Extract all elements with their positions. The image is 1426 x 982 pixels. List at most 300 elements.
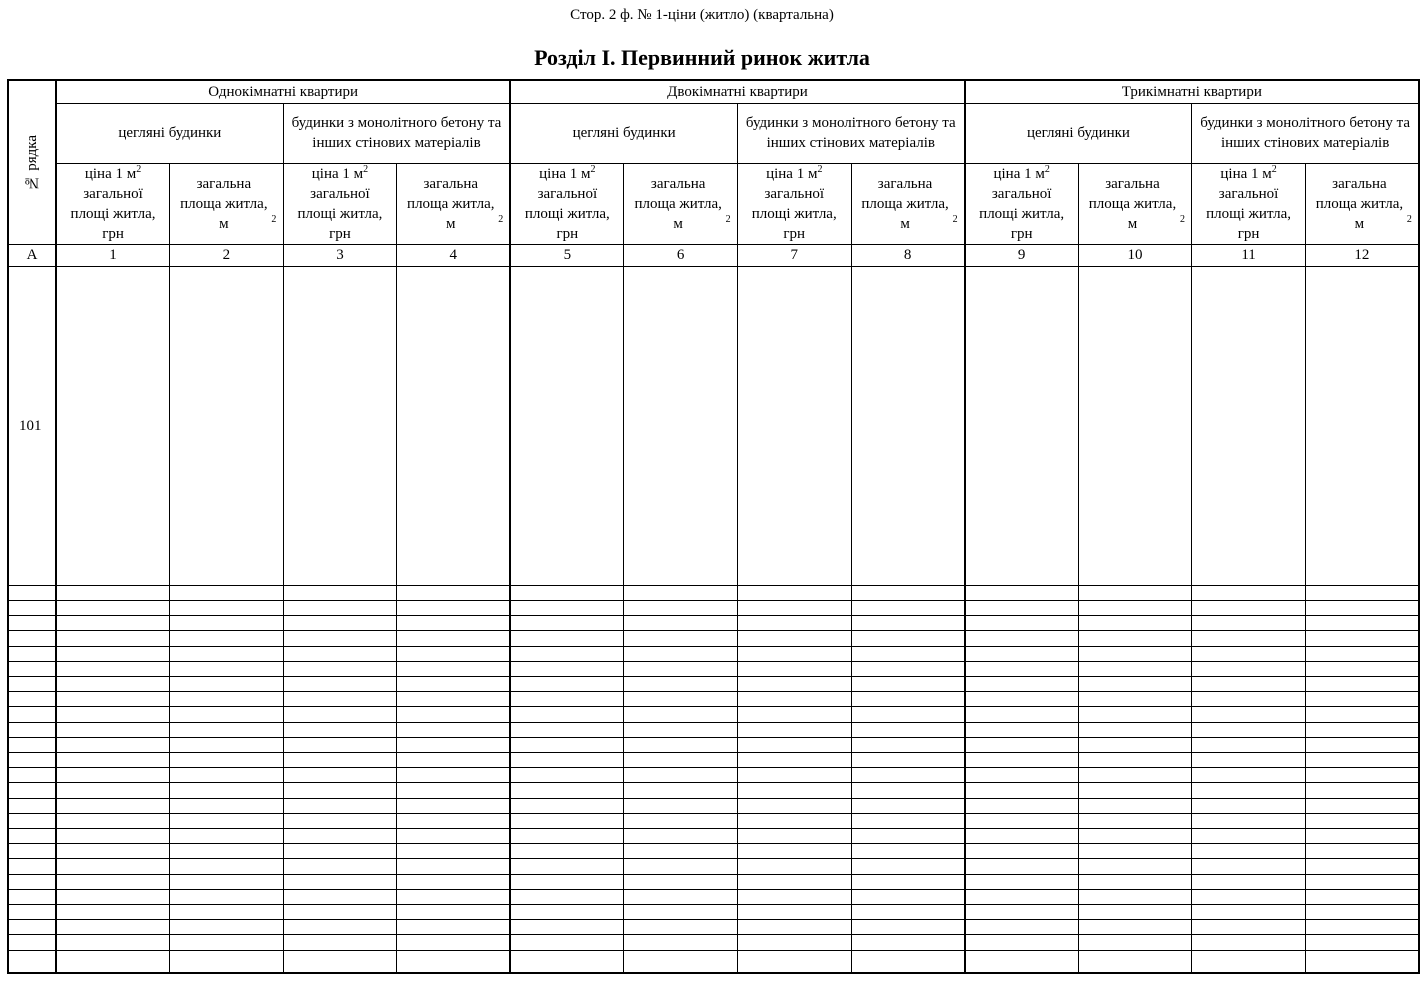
- input-cell[interactable]: [624, 950, 738, 973]
- input-cell[interactable]: [851, 783, 965, 798]
- input-cell[interactable]: [624, 798, 738, 813]
- input-cell[interactable]: [1192, 798, 1306, 813]
- input-cell[interactable]: [1192, 753, 1306, 768]
- input-cell[interactable]: [56, 722, 170, 737]
- input-cell[interactable]: [1192, 631, 1306, 646]
- input-cell[interactable]: [1305, 600, 1419, 615]
- input-cell[interactable]: [737, 661, 851, 676]
- input-cell[interactable]: [851, 737, 965, 752]
- input-cell[interactable]: [851, 266, 965, 585]
- input-cell[interactable]: [965, 859, 1079, 874]
- input-cell[interactable]: [851, 707, 965, 722]
- input-cell[interactable]: [1078, 905, 1192, 920]
- input-cell[interactable]: [1305, 798, 1419, 813]
- input-cell[interactable]: [397, 707, 511, 722]
- input-cell[interactable]: [283, 874, 397, 889]
- input-cell[interactable]: [397, 646, 511, 661]
- input-cell[interactable]: [283, 950, 397, 973]
- input-cell[interactable]: [170, 631, 284, 646]
- input-cell[interactable]: [1078, 661, 1192, 676]
- input-cell[interactable]: [965, 266, 1079, 585]
- input-cell[interactable]: [283, 737, 397, 752]
- input-cell[interactable]: [170, 829, 284, 844]
- input-cell[interactable]: [170, 844, 284, 859]
- input-cell[interactable]: [737, 798, 851, 813]
- input-cell[interactable]: [851, 950, 965, 973]
- input-cell[interactable]: [283, 631, 397, 646]
- input-cell[interactable]: [397, 677, 511, 692]
- input-cell[interactable]: [965, 616, 1079, 631]
- input-cell[interactable]: [851, 768, 965, 783]
- input-cell[interactable]: [624, 585, 738, 600]
- input-cell[interactable]: [737, 646, 851, 661]
- input-cell[interactable]: [851, 829, 965, 844]
- input-cell[interactable]: [283, 677, 397, 692]
- input-cell[interactable]: [624, 905, 738, 920]
- input-cell[interactable]: [1305, 889, 1419, 904]
- input-cell[interactable]: [737, 753, 851, 768]
- input-cell[interactable]: [397, 935, 511, 950]
- input-cell[interactable]: [56, 707, 170, 722]
- input-cell[interactable]: [283, 707, 397, 722]
- input-cell[interactable]: [283, 616, 397, 631]
- input-cell[interactable]: [170, 859, 284, 874]
- input-cell[interactable]: [170, 616, 284, 631]
- input-cell[interactable]: [624, 266, 738, 585]
- input-cell[interactable]: [170, 920, 284, 935]
- input-cell[interactable]: [624, 631, 738, 646]
- input-cell[interactable]: [624, 677, 738, 692]
- input-cell[interactable]: [1305, 935, 1419, 950]
- input-cell[interactable]: [56, 920, 170, 935]
- input-cell[interactable]: [624, 600, 738, 615]
- input-cell[interactable]: [624, 859, 738, 874]
- input-cell[interactable]: [965, 722, 1079, 737]
- input-cell[interactable]: [510, 768, 624, 783]
- input-cell[interactable]: [170, 935, 284, 950]
- input-cell[interactable]: [397, 798, 511, 813]
- input-cell[interactable]: [851, 753, 965, 768]
- input-cell[interactable]: [170, 585, 284, 600]
- input-cell[interactable]: [1192, 600, 1306, 615]
- input-cell[interactable]: [1192, 768, 1306, 783]
- input-cell[interactable]: [851, 677, 965, 692]
- input-cell[interactable]: [283, 905, 397, 920]
- input-cell[interactable]: [397, 768, 511, 783]
- input-cell[interactable]: [624, 753, 738, 768]
- input-cell[interactable]: [851, 920, 965, 935]
- input-cell[interactable]: [1192, 889, 1306, 904]
- input-cell[interactable]: [56, 692, 170, 707]
- input-cell[interactable]: [737, 783, 851, 798]
- input-cell[interactable]: [170, 661, 284, 676]
- input-cell[interactable]: [965, 889, 1079, 904]
- input-cell[interactable]: [737, 844, 851, 859]
- input-cell[interactable]: [56, 889, 170, 904]
- input-cell[interactable]: [965, 935, 1079, 950]
- input-cell[interactable]: [283, 813, 397, 828]
- input-cell[interactable]: [851, 661, 965, 676]
- input-cell[interactable]: [851, 585, 965, 600]
- input-cell[interactable]: [1078, 266, 1192, 585]
- input-cell[interactable]: [624, 844, 738, 859]
- input-cell[interactable]: [510, 859, 624, 874]
- input-cell[interactable]: [1305, 585, 1419, 600]
- input-cell[interactable]: [1305, 905, 1419, 920]
- input-cell[interactable]: [851, 889, 965, 904]
- input-cell[interactable]: [737, 631, 851, 646]
- input-cell[interactable]: [283, 753, 397, 768]
- input-cell[interactable]: [624, 783, 738, 798]
- input-cell[interactable]: [1305, 616, 1419, 631]
- input-cell[interactable]: [1078, 646, 1192, 661]
- input-cell[interactable]: [56, 859, 170, 874]
- input-cell[interactable]: [851, 874, 965, 889]
- input-cell[interactable]: [397, 950, 511, 973]
- input-cell[interactable]: [1305, 707, 1419, 722]
- input-cell[interactable]: [1305, 768, 1419, 783]
- input-cell[interactable]: [624, 935, 738, 950]
- input-cell[interactable]: [170, 753, 284, 768]
- input-cell[interactable]: [624, 829, 738, 844]
- input-cell[interactable]: [283, 783, 397, 798]
- input-cell[interactable]: [397, 920, 511, 935]
- input-cell[interactable]: [397, 889, 511, 904]
- input-cell[interactable]: [1078, 874, 1192, 889]
- input-cell[interactable]: [965, 753, 1079, 768]
- input-cell[interactable]: [851, 813, 965, 828]
- input-cell[interactable]: [1078, 722, 1192, 737]
- input-cell[interactable]: [1192, 692, 1306, 707]
- input-cell[interactable]: [397, 692, 511, 707]
- input-cell[interactable]: [283, 600, 397, 615]
- input-cell[interactable]: [56, 737, 170, 752]
- input-cell[interactable]: [56, 874, 170, 889]
- input-cell[interactable]: [397, 631, 511, 646]
- input-cell[interactable]: [510, 844, 624, 859]
- input-cell[interactable]: [510, 753, 624, 768]
- input-cell[interactable]: [170, 813, 284, 828]
- input-cell[interactable]: [283, 829, 397, 844]
- input-cell[interactable]: [510, 707, 624, 722]
- input-cell[interactable]: [1078, 707, 1192, 722]
- input-cell[interactable]: [851, 722, 965, 737]
- input-cell[interactable]: [397, 753, 511, 768]
- input-cell[interactable]: [510, 874, 624, 889]
- input-cell[interactable]: [56, 266, 170, 585]
- input-cell[interactable]: [851, 844, 965, 859]
- input-cell[interactable]: [737, 829, 851, 844]
- input-cell[interactable]: [965, 661, 1079, 676]
- input-cell[interactable]: [56, 829, 170, 844]
- input-cell[interactable]: [1078, 829, 1192, 844]
- input-cell[interactable]: [1078, 737, 1192, 752]
- input-cell[interactable]: [965, 844, 1079, 859]
- input-cell[interactable]: [56, 646, 170, 661]
- input-cell[interactable]: [56, 813, 170, 828]
- input-cell[interactable]: [510, 783, 624, 798]
- input-cell[interactable]: [510, 722, 624, 737]
- input-cell[interactable]: [737, 677, 851, 692]
- input-cell[interactable]: [1305, 813, 1419, 828]
- input-cell[interactable]: [624, 920, 738, 935]
- input-cell[interactable]: [283, 844, 397, 859]
- input-cell[interactable]: [170, 874, 284, 889]
- input-cell[interactable]: [1305, 829, 1419, 844]
- input-cell[interactable]: [1078, 692, 1192, 707]
- input-cell[interactable]: [170, 905, 284, 920]
- input-cell[interactable]: [56, 844, 170, 859]
- input-cell[interactable]: [283, 266, 397, 585]
- input-cell[interactable]: [170, 677, 284, 692]
- input-cell[interactable]: [283, 585, 397, 600]
- input-cell[interactable]: [965, 768, 1079, 783]
- input-cell[interactable]: [965, 798, 1079, 813]
- input-cell[interactable]: [283, 661, 397, 676]
- input-cell[interactable]: [1078, 950, 1192, 973]
- input-cell[interactable]: [397, 783, 511, 798]
- input-cell[interactable]: [1192, 859, 1306, 874]
- input-cell[interactable]: [170, 768, 284, 783]
- input-cell[interactable]: [1078, 844, 1192, 859]
- input-cell[interactable]: [510, 905, 624, 920]
- input-cell[interactable]: [1192, 783, 1306, 798]
- input-cell[interactable]: [624, 889, 738, 904]
- input-cell[interactable]: [1305, 874, 1419, 889]
- input-cell[interactable]: [1305, 646, 1419, 661]
- input-cell[interactable]: [283, 768, 397, 783]
- input-cell[interactable]: [170, 600, 284, 615]
- input-cell[interactable]: [737, 859, 851, 874]
- input-cell[interactable]: [1305, 783, 1419, 798]
- input-cell[interactable]: [1192, 813, 1306, 828]
- input-cell[interactable]: [170, 692, 284, 707]
- input-cell[interactable]: [737, 920, 851, 935]
- input-cell[interactable]: [1192, 585, 1306, 600]
- input-cell[interactable]: [397, 722, 511, 737]
- input-cell[interactable]: [510, 737, 624, 752]
- input-cell[interactable]: [1192, 707, 1306, 722]
- input-cell[interactable]: [1305, 920, 1419, 935]
- input-cell[interactable]: [510, 677, 624, 692]
- input-cell[interactable]: [56, 768, 170, 783]
- input-cell[interactable]: [965, 783, 1079, 798]
- input-cell[interactable]: [1192, 905, 1306, 920]
- input-cell[interactable]: [965, 646, 1079, 661]
- input-cell[interactable]: [1192, 266, 1306, 585]
- input-cell[interactable]: [737, 585, 851, 600]
- input-cell[interactable]: [1192, 722, 1306, 737]
- input-cell[interactable]: [624, 722, 738, 737]
- input-cell[interactable]: [1078, 920, 1192, 935]
- input-cell[interactable]: [965, 905, 1079, 920]
- input-cell[interactable]: [1192, 920, 1306, 935]
- input-cell[interactable]: [851, 935, 965, 950]
- input-cell[interactable]: [624, 813, 738, 828]
- input-cell[interactable]: [397, 844, 511, 859]
- input-cell[interactable]: [397, 737, 511, 752]
- input-cell[interactable]: [1078, 783, 1192, 798]
- input-cell[interactable]: [510, 935, 624, 950]
- input-cell[interactable]: [965, 631, 1079, 646]
- input-cell[interactable]: [1192, 661, 1306, 676]
- input-cell[interactable]: [1078, 677, 1192, 692]
- input-cell[interactable]: [283, 692, 397, 707]
- input-cell[interactable]: [1078, 585, 1192, 600]
- input-cell[interactable]: [510, 950, 624, 973]
- input-cell[interactable]: [1305, 266, 1419, 585]
- input-cell[interactable]: [1192, 646, 1306, 661]
- input-cell[interactable]: [851, 631, 965, 646]
- input-cell[interactable]: [510, 798, 624, 813]
- input-cell[interactable]: [624, 737, 738, 752]
- input-cell[interactable]: [397, 616, 511, 631]
- input-cell[interactable]: [1192, 844, 1306, 859]
- input-cell[interactable]: [397, 905, 511, 920]
- input-cell[interactable]: [56, 631, 170, 646]
- input-cell[interactable]: [283, 859, 397, 874]
- input-cell[interactable]: [283, 935, 397, 950]
- input-cell[interactable]: [510, 585, 624, 600]
- input-cell[interactable]: [56, 616, 170, 631]
- input-cell[interactable]: [283, 646, 397, 661]
- input-cell[interactable]: [56, 783, 170, 798]
- input-cell[interactable]: [397, 600, 511, 615]
- input-cell[interactable]: [170, 646, 284, 661]
- input-cell[interactable]: [283, 889, 397, 904]
- input-cell[interactable]: [851, 600, 965, 615]
- input-cell[interactable]: [965, 829, 1079, 844]
- input-cell[interactable]: [1192, 737, 1306, 752]
- input-cell[interactable]: [510, 920, 624, 935]
- input-cell[interactable]: [56, 798, 170, 813]
- input-cell[interactable]: [624, 692, 738, 707]
- input-cell[interactable]: [1078, 600, 1192, 615]
- input-cell[interactable]: [170, 707, 284, 722]
- input-cell[interactable]: [397, 585, 511, 600]
- input-cell[interactable]: [1078, 859, 1192, 874]
- input-cell[interactable]: [170, 889, 284, 904]
- input-cell[interactable]: [170, 266, 284, 585]
- input-cell[interactable]: [965, 677, 1079, 692]
- input-cell[interactable]: [737, 874, 851, 889]
- input-cell[interactable]: [510, 661, 624, 676]
- input-cell[interactable]: [965, 920, 1079, 935]
- input-cell[interactable]: [624, 874, 738, 889]
- input-cell[interactable]: [510, 616, 624, 631]
- input-cell[interactable]: [624, 661, 738, 676]
- input-cell[interactable]: [56, 600, 170, 615]
- input-cell[interactable]: [1305, 692, 1419, 707]
- input-cell[interactable]: [1078, 935, 1192, 950]
- input-cell[interactable]: [1078, 889, 1192, 904]
- input-cell[interactable]: [965, 692, 1079, 707]
- input-cell[interactable]: [1078, 768, 1192, 783]
- input-cell[interactable]: [283, 722, 397, 737]
- input-cell[interactable]: [1078, 798, 1192, 813]
- input-cell[interactable]: [1192, 829, 1306, 844]
- input-cell[interactable]: [851, 859, 965, 874]
- input-cell[interactable]: [737, 616, 851, 631]
- input-cell[interactable]: [397, 661, 511, 676]
- input-cell[interactable]: [170, 798, 284, 813]
- input-cell[interactable]: [1305, 661, 1419, 676]
- input-cell[interactable]: [56, 950, 170, 973]
- input-cell[interactable]: [170, 950, 284, 973]
- input-cell[interactable]: [510, 631, 624, 646]
- input-cell[interactable]: [1305, 737, 1419, 752]
- input-cell[interactable]: [737, 722, 851, 737]
- input-cell[interactable]: [1192, 677, 1306, 692]
- input-cell[interactable]: [1305, 722, 1419, 737]
- input-cell[interactable]: [737, 905, 851, 920]
- input-cell[interactable]: [510, 266, 624, 585]
- input-cell[interactable]: [1078, 813, 1192, 828]
- input-cell[interactable]: [737, 707, 851, 722]
- input-cell[interactable]: [170, 722, 284, 737]
- input-cell[interactable]: [737, 737, 851, 752]
- input-cell[interactable]: [624, 707, 738, 722]
- input-cell[interactable]: [510, 646, 624, 661]
- input-cell[interactable]: [1192, 874, 1306, 889]
- input-cell[interactable]: [624, 646, 738, 661]
- input-cell[interactable]: [56, 935, 170, 950]
- input-cell[interactable]: [56, 661, 170, 676]
- input-cell[interactable]: [851, 646, 965, 661]
- input-cell[interactable]: [510, 692, 624, 707]
- input-cell[interactable]: [965, 600, 1079, 615]
- input-cell[interactable]: [170, 783, 284, 798]
- input-cell[interactable]: [737, 935, 851, 950]
- input-cell[interactable]: [737, 813, 851, 828]
- input-cell[interactable]: [737, 266, 851, 585]
- input-cell[interactable]: [397, 859, 511, 874]
- input-cell[interactable]: [56, 905, 170, 920]
- input-cell[interactable]: [965, 950, 1079, 973]
- input-cell[interactable]: [1305, 677, 1419, 692]
- input-cell[interactable]: [1192, 935, 1306, 950]
- input-cell[interactable]: [851, 692, 965, 707]
- input-cell[interactable]: [397, 829, 511, 844]
- input-cell[interactable]: [737, 950, 851, 973]
- input-cell[interactable]: [283, 920, 397, 935]
- input-cell[interactable]: [510, 829, 624, 844]
- input-cell[interactable]: [965, 585, 1079, 600]
- input-cell[interactable]: [851, 616, 965, 631]
- input-cell[interactable]: [1078, 753, 1192, 768]
- input-cell[interactable]: [965, 813, 1079, 828]
- input-cell[interactable]: [1192, 616, 1306, 631]
- input-cell[interactable]: [510, 813, 624, 828]
- input-cell[interactable]: [1305, 950, 1419, 973]
- input-cell[interactable]: [737, 692, 851, 707]
- input-cell[interactable]: [1305, 753, 1419, 768]
- input-cell[interactable]: [737, 768, 851, 783]
- input-cell[interactable]: [737, 600, 851, 615]
- input-cell[interactable]: [397, 874, 511, 889]
- input-cell[interactable]: [283, 798, 397, 813]
- input-cell[interactable]: [1305, 859, 1419, 874]
- input-cell[interactable]: [965, 707, 1079, 722]
- input-cell[interactable]: [624, 616, 738, 631]
- input-cell[interactable]: [965, 874, 1079, 889]
- input-cell[interactable]: [56, 677, 170, 692]
- input-cell[interactable]: [737, 889, 851, 904]
- input-cell[interactable]: [851, 905, 965, 920]
- input-cell[interactable]: [624, 768, 738, 783]
- input-cell[interactable]: [510, 889, 624, 904]
- input-cell[interactable]: [397, 266, 511, 585]
